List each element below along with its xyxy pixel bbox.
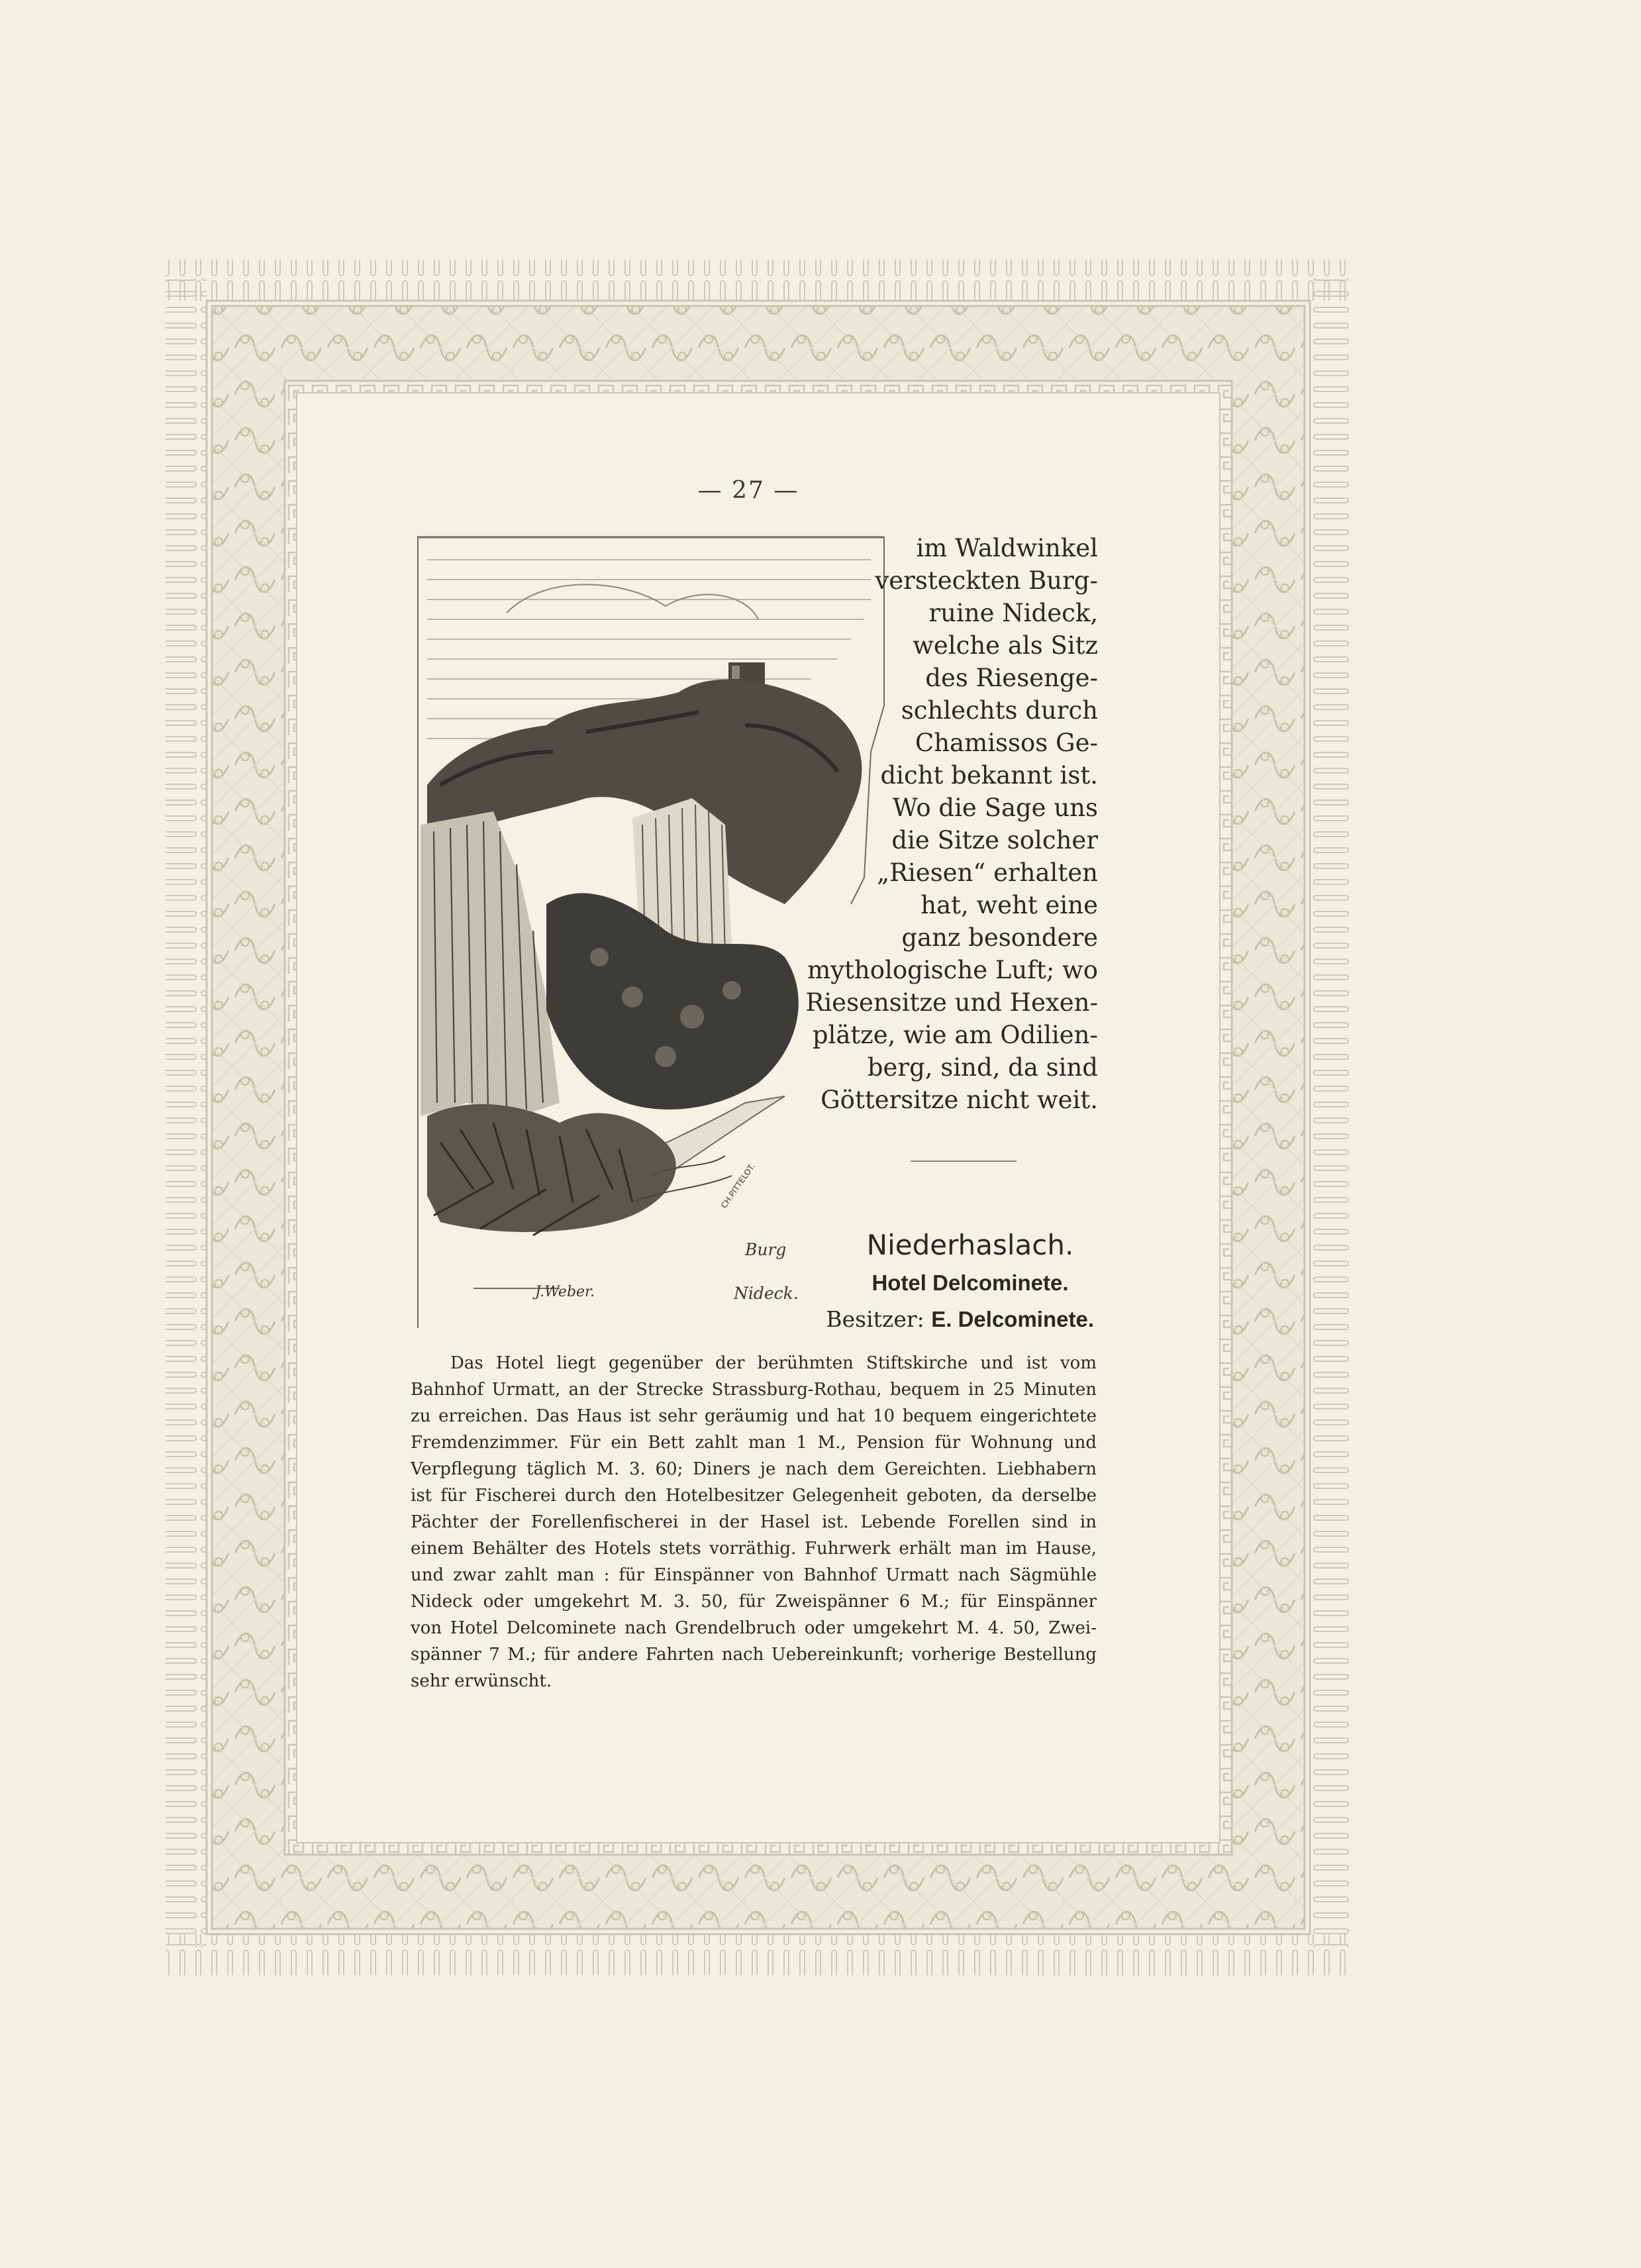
intro-line: ruine Nideck, <box>928 599 1098 627</box>
description-line: und zwar zahlt man : für Einspänner von Bahnhof Urmatt nach Sägmühle <box>411 1565 1097 1585</box>
intro-line: plätze, wie am Odilien- <box>812 1021 1098 1049</box>
intro-line: Riesensitze und Hexen- <box>805 988 1098 1017</box>
intro-line: berg, sind, da sind <box>867 1053 1098 1082</box>
description-line: spänner 7 M.; für andere Fahrten nach Uebereinkunft; vorherige Bestellung <box>411 1645 1097 1665</box>
owner-line <box>826 1306 1094 1332</box>
intro-line: welche als Sitz <box>913 631 1098 660</box>
description-line: Nideck oder umgekehrt M. 3. 50, für Zweispänner 6 M.; für Einspänner <box>411 1592 1097 1612</box>
illustration-caption-burg: Burg <box>745 1240 787 1259</box>
intro-line: „Riesen“ erhalten <box>876 858 1098 887</box>
hotel-name: Hotel Delcominete. <box>871 1270 1069 1295</box>
description-line: sehr erwünscht. <box>411 1671 552 1691</box>
description-line: Pächter der Forellenfischerei in der Hasel ist. Lebende Forellen sind in <box>411 1512 1097 1532</box>
section-divider <box>911 1160 1017 1162</box>
description-line: von Hotel Delcominete nach Grendelbruch oder umgekehrt M. 4. 50, Zwei- <box>411 1618 1097 1638</box>
intro-line: die Sitze solcher <box>891 826 1098 854</box>
intro-line: im Waldwinkel <box>916 534 1098 562</box>
artist-signature: J.Weber. <box>535 1284 595 1300</box>
description-line: Das Hotel liegt gegenüber der berühmten Stiftskirche und ist vom <box>450 1353 1097 1373</box>
intro-line: Göttersitze nicht weit. <box>820 1086 1098 1114</box>
intro-line: mythologische Luft; wo <box>807 956 1098 984</box>
description-line: Verpflegung täglich M. 3. 60; Diners je nach dem Gereichten. Liebhabern <box>411 1459 1097 1479</box>
owner-label: Besitzer: <box>826 1306 924 1332</box>
illustration-caption-nideck: Nideck. <box>734 1284 799 1303</box>
description-line: Fremdenzimmer. Für ein Bett zahlt man 1 M., Pension für Wohnung und <box>411 1433 1097 1453</box>
burg-nideck-engraving <box>414 533 894 1328</box>
description-line: ist für Fischerei durch den Hotelbesitzer Gelegenheit geboten, da derselbe <box>411 1486 1097 1506</box>
intro-line: des Riesenge- <box>925 664 1098 692</box>
page-number: — 27 — <box>697 477 799 504</box>
engraver-mark: CH.PITTELOT. <box>719 1161 757 1210</box>
intro-line: ganz besondere <box>901 923 1098 952</box>
owner-name: E. Delcominete. <box>931 1307 1094 1331</box>
place-title: Niederhaslach. <box>866 1229 1074 1261</box>
description-line: Bahnhof Urmatt, an der Strecke Strassburg-Rothau, bequem in 25 Minuten <box>411 1380 1097 1400</box>
intro-line: Wo die Sage uns <box>892 794 1098 822</box>
intro-line: hat, weht eine <box>920 891 1098 919</box>
description-line: einem Behälter des Hotels stets vorräthig. Fuhrwerk erhält man im Hause, <box>411 1539 1097 1559</box>
description-line: zu erreichen. Das Haus ist sehr geräumig und hat 10 bequem eingerichtete <box>411 1406 1097 1426</box>
intro-line: Chamissos Ge- <box>915 729 1098 757</box>
intro-line: schlechts durch <box>901 696 1098 725</box>
intro-line: versteckten Burg- <box>875 566 1098 595</box>
intro-line: dicht bekannt ist. <box>880 761 1098 790</box>
